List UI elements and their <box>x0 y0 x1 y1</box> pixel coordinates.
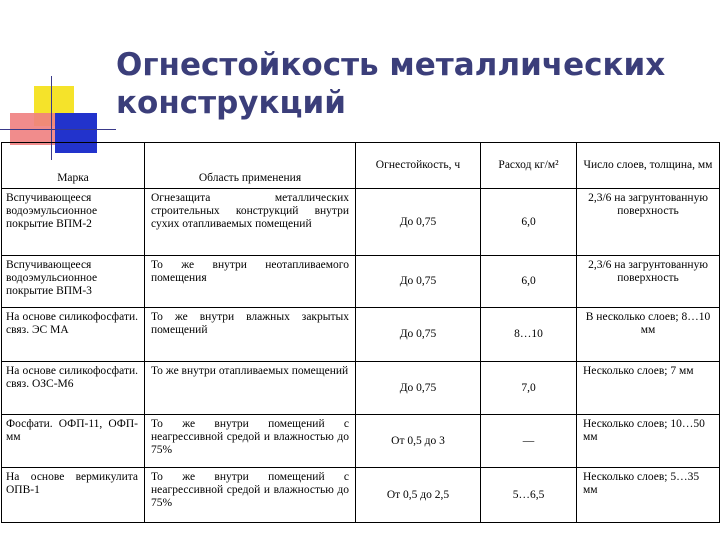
cell-mark: Вспучивающееся водоэмульсионное покрытие ВПМ-3 <box>2 256 145 308</box>
header-area: Область применения <box>145 143 356 189</box>
cell-rate: — <box>481 415 577 468</box>
cell-rate: 6,0 <box>481 256 577 308</box>
cell-fire: От 0,5 до 2,5 <box>356 468 481 523</box>
cell-area: То же внутри отапливаемых помещений <box>145 362 356 415</box>
table-row <box>2 362 720 415</box>
cell-layers: 2,3/6 на загрунтованную поверхность <box>577 189 720 256</box>
cell-fire: До 0,75 <box>356 362 481 415</box>
cell-fire: До 0,75 <box>356 256 481 308</box>
cell-area: То же внутри неотапливаемого помещения <box>145 256 356 308</box>
cell-area: То же внутри помещений с неагрессивной средой и влажностью до 75% <box>145 468 356 523</box>
table-row <box>2 468 720 523</box>
decor-horizontal-line <box>0 129 116 130</box>
header-consumption: Расход кг/м² <box>481 143 577 189</box>
cell-layers: Несколько слоев; 5…35 мм <box>577 468 720 523</box>
cell-layers: В несколько слоев; 8…10 мм <box>577 308 720 362</box>
cell-rate: 6,0 <box>481 189 577 256</box>
cell-mark: На основе вермикулита ОПВ-1 <box>2 468 145 523</box>
cell-mark: На основе силикофосфати. связ. ОЗС-М6 <box>2 362 145 415</box>
header-fire-resistance: Огнестойкость, ч <box>356 143 481 189</box>
cell-rate: 8…10 <box>481 308 577 362</box>
cell-fire: До 0,75 <box>356 308 481 362</box>
cell-rate: 7,0 <box>481 362 577 415</box>
cell-area: Огнезащита металлических строительных конструкций внутри сухих отапливаемых помещений <box>145 189 356 256</box>
cell-layers: Несколько слоев; 10…50 мм <box>577 415 720 468</box>
table-row <box>2 415 720 468</box>
cell-mark: На основе силикофосфати. связ. ЭС МА <box>2 308 145 362</box>
table-row <box>2 189 720 256</box>
slide-title: Огнестойкость металлических конструкций <box>116 47 666 121</box>
header-layers: Число слоев, толщина, мм <box>577 143 720 189</box>
cell-layers: 2,3/6 на загрунтованную поверхность <box>577 256 720 308</box>
cell-fire: От 0,5 до 3 <box>356 415 481 468</box>
cell-rate: 5…6,5 <box>481 468 577 523</box>
table-row <box>2 256 720 308</box>
table-row <box>2 308 720 362</box>
cell-mark: Фосфати. ОФП-11, ОФП-мм <box>2 415 145 468</box>
cell-area: То же внутри влажных закрытых помещений <box>145 308 356 362</box>
header-mark: Марка <box>2 143 145 189</box>
table-header-row <box>2 143 720 189</box>
cell-area: То же внутри помещений с неагрессивной средой и влажностью до 75% <box>145 415 356 468</box>
cell-fire: До 0,75 <box>356 189 481 256</box>
cell-layers: Несколько слоев; 7 мм <box>577 362 720 415</box>
cell-mark: Вспучивающееся водоэмульсионное покрытие ВПМ-2 <box>2 189 145 256</box>
fire-resistance-table <box>1 142 720 523</box>
